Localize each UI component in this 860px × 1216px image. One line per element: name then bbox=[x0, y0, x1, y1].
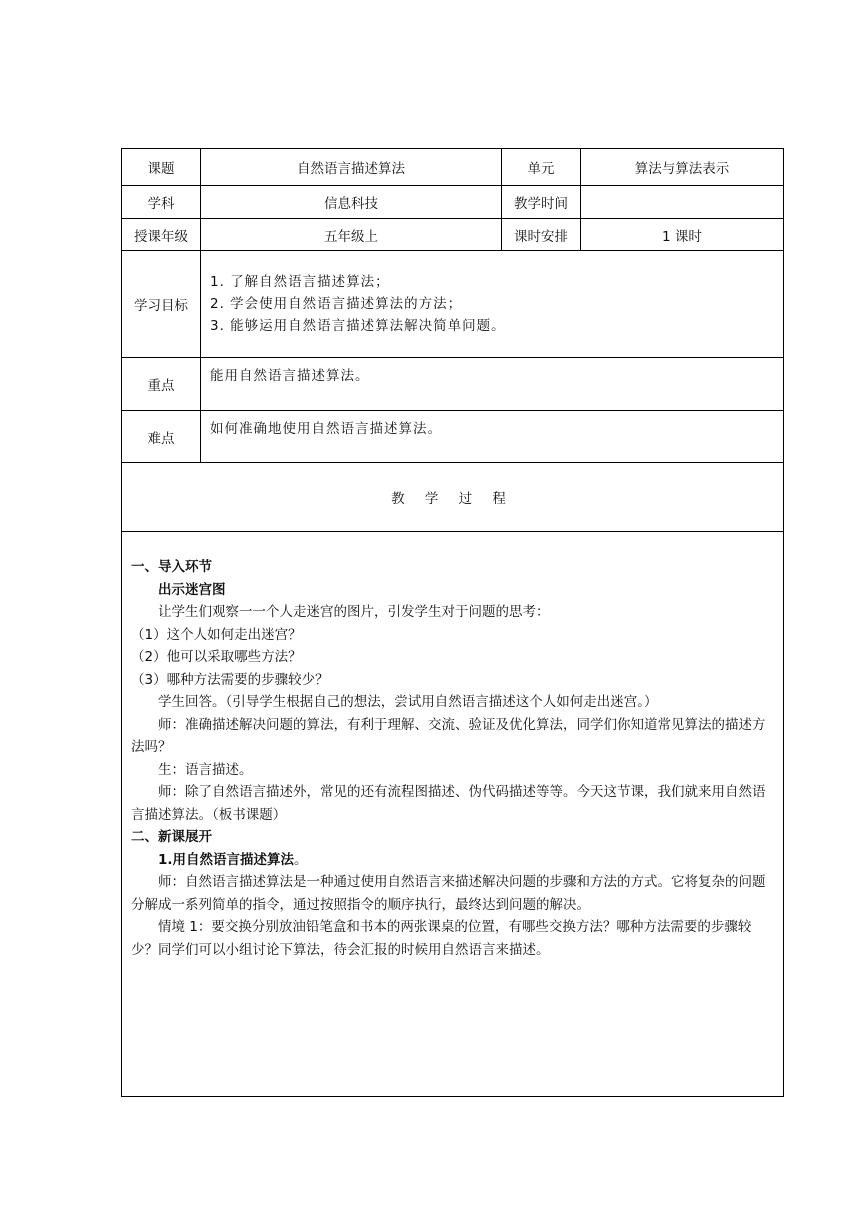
subsection-heading: 1.用自然语言描述算法 bbox=[158, 851, 295, 868]
section-heading: 一、导入环节 bbox=[131, 559, 212, 575]
section-heading: 二、新课展开 bbox=[131, 829, 212, 845]
subsection-heading: 出示迷宫图 bbox=[158, 581, 226, 598]
question-item: （2）他可以采取哪些方法？ bbox=[131, 649, 302, 665]
paragraph: 学生回答。（引导学生根据自己的想法，尝试用自然语言描述这个人如何走出迷宫。） bbox=[158, 694, 658, 710]
row-difficulty bbox=[122, 411, 784, 463]
label-goals: 学习目标 bbox=[122, 251, 201, 358]
paragraph: 情境 1：要交换分别放油铅笔盒和书本的两张课桌的位置，有哪些交换方法？哪种方法需要的步骤较少？同学们可以小组讨论下算法，待会汇报的时候用自然语言来描述。 bbox=[131, 919, 752, 958]
label-key-point: 重点 bbox=[122, 358, 201, 411]
row-process-header bbox=[122, 463, 784, 532]
value-unit: 算法与算法表示 bbox=[581, 149, 784, 186]
value-topic: 自然语言描述算法 bbox=[201, 149, 502, 186]
heading-period: 。 bbox=[294, 851, 308, 868]
paragraph: 师：除了自然语言描述外，常见的还有流程图描述、伪代码描述等等。今天这节课，我们就来用自然语言描述算法。（板书课题） bbox=[131, 784, 766, 823]
row-key-point bbox=[122, 358, 784, 411]
goal-item: 3. 能够运用自然语言描述算法解决简单问题。 bbox=[210, 318, 506, 334]
question-item: （1）这个人如何走出迷宫？ bbox=[131, 626, 302, 643]
row-process-body bbox=[122, 532, 784, 1097]
process-title: 教 学 过 程 bbox=[122, 463, 784, 532]
value-teaching-time bbox=[581, 186, 784, 219]
label-grade: 授课年级 bbox=[122, 219, 201, 251]
label-topic: 课题 bbox=[122, 149, 201, 186]
paragraph: 师：自然语言描述算法是一种通过使用自然语言来描述解决问题的步骤和方法的方式。它将复杂的问题分解成一系列简单的指令，通过按照指令的顺序执行，最终达到问题的解决。 bbox=[131, 874, 766, 913]
label-difficulty: 难点 bbox=[122, 411, 201, 463]
paragraph: 生：语言描述。 bbox=[158, 761, 253, 778]
value-subject: 信息科技 bbox=[201, 186, 502, 219]
label-unit: 单元 bbox=[502, 149, 581, 186]
subsection-heading-line bbox=[131, 849, 775, 872]
process-content bbox=[122, 532, 784, 1097]
value-difficulty: 如何准确地使用自然语言描述算法。 bbox=[201, 411, 784, 463]
label-schedule: 课时安排 bbox=[502, 219, 581, 251]
row-grade bbox=[122, 219, 784, 251]
goal-item: 1. 了解自然语言描述算法； bbox=[210, 274, 390, 290]
paragraph: 让学生们观察一一个人走迷宫的图片，引发学生对于问题的思考： bbox=[158, 604, 550, 620]
label-teaching-time: 教学时间 bbox=[502, 186, 581, 219]
row-topic bbox=[122, 149, 784, 186]
value-key-point: 能用自然语言描述算法。 bbox=[201, 358, 784, 411]
lesson-plan-table bbox=[121, 148, 784, 1097]
row-goals bbox=[122, 251, 784, 358]
paragraph: 师：准确描述解决问题的算法，有利于理解、交流、验证及优化算法，同学们你知道常见算法的描述方法吗？ bbox=[131, 716, 766, 755]
value-schedule: 1 课时 bbox=[581, 219, 784, 251]
value-grade: 五年级上 bbox=[201, 219, 502, 251]
question-item: （3）哪种方法需要的步骤较少？ bbox=[131, 671, 329, 688]
goal-item: 2. 学会使用自然语言描述算法的方法； bbox=[210, 296, 463, 312]
row-subject bbox=[122, 186, 784, 219]
label-subject: 学科 bbox=[122, 186, 201, 219]
goals-list bbox=[201, 251, 784, 358]
